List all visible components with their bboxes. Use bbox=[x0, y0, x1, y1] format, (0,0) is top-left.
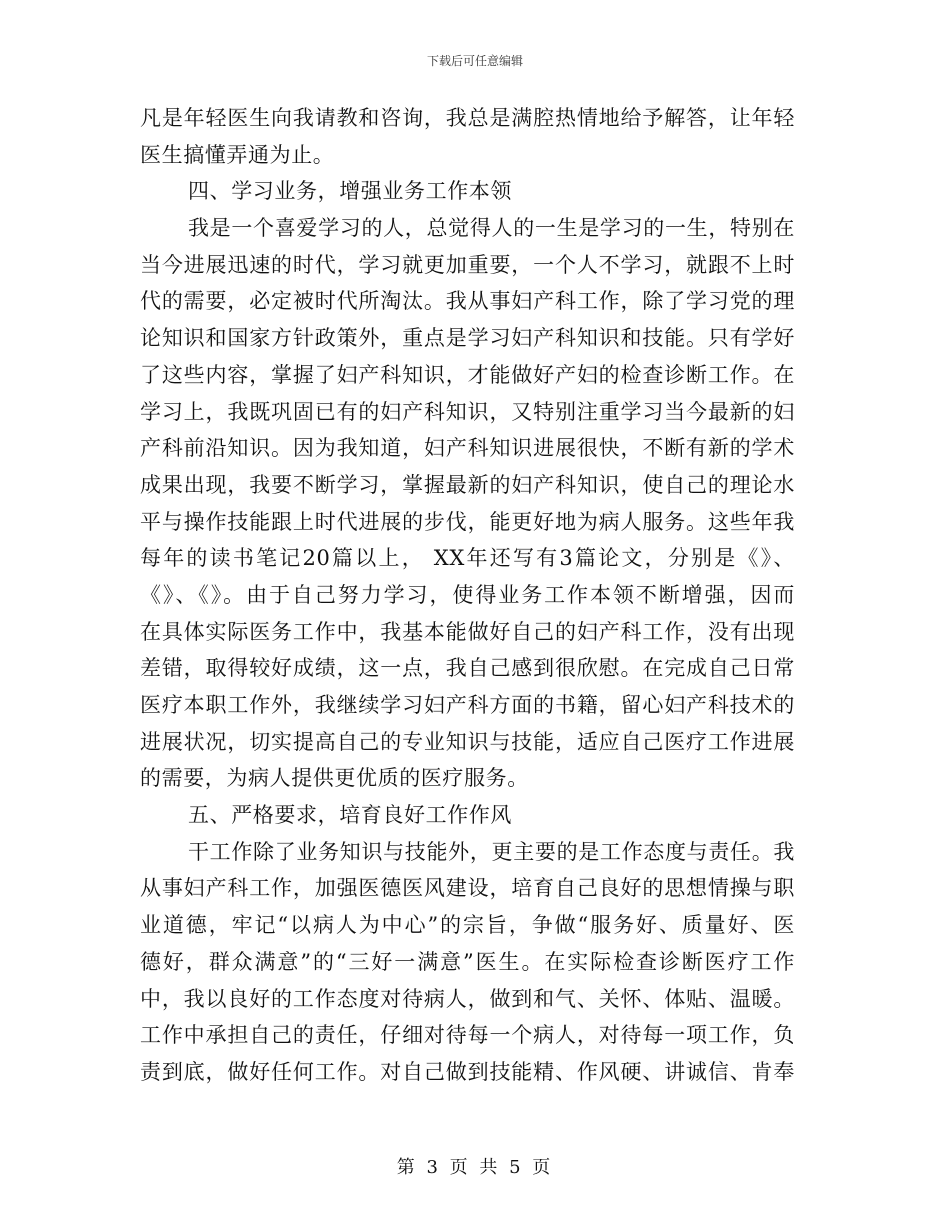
text-line: 凡是年轻医生向我请教和咨询，我总是满腔热情地给予解答，让年轻 bbox=[140, 106, 795, 130]
text-line: 产科前沿知识。因为我知道，妇产科知识进展很快，不断有新的学术 bbox=[140, 436, 795, 461]
text-line: 差错，取得较好成绩，这一点，我自己感到很欣慰。在完成自己日常 bbox=[140, 656, 795, 681]
text-line: 责到底，做好任何工作。对自己做到技能精、作风硬、讲诚信、肯奉 bbox=[140, 1059, 795, 1084]
text-line: 医疗本职工作外，我继续学习妇产科方面的书籍，留心妇产科技术的 bbox=[140, 693, 795, 717]
document-body bbox=[140, 100, 795, 1091]
text-line: 我是一个喜爱学习的人，总觉得人的一生是学习的一生，特别在 bbox=[188, 216, 795, 241]
section-heading: 四、学习业务，增强业务工作本领 bbox=[188, 179, 512, 204]
text-line: 业道德，牢记“以病人为中心”的宗旨，争做“服务好、质量好、医 bbox=[140, 913, 795, 938]
text-line: 德好，群众满意”的“三好一满意”医生。在实际检查诊断医疗工作 bbox=[140, 949, 795, 974]
text-line: 从事妇产科工作，加强医德医风建设，培育自己良好的思想情操与职 bbox=[140, 876, 795, 901]
text-line: 学习上，我既巩固已有的妇产科知识，又特别注重学习当今最新的妇 bbox=[140, 399, 795, 424]
text-line: 当今进展迅速的时代，学习就更加重要，一个人不学习，就跟不上时 bbox=[140, 252, 795, 277]
text-line: 干工作除了业务知识与技能外，更主要的是工作态度与责任。我 bbox=[188, 839, 795, 864]
text-line: 代的需要，必定被时代所淘汰。我从事妇产科工作，除了学习党的理 bbox=[140, 289, 795, 314]
text-line: 工作中承担自己的责任，仔细对待每一个病人，对待每一项工作，负 bbox=[140, 1023, 795, 1048]
text-line: 成果出现，我要不断学习，掌握最新的妇产科知识，使自己的理论水 bbox=[140, 472, 795, 497]
text-line: 进展状况，切实提高自己的专业知识与技能，适应自己医疗工作进展 bbox=[140, 729, 795, 754]
text-line: 中，我以良好的工作态度对待病人，做到和气、关怀、体贴、温暖。 bbox=[140, 986, 795, 1011]
section-heading: 五、严格要求，培育良好工作作风 bbox=[188, 803, 512, 828]
text-line: 《》、《》。由于自己努力学习，使得业务工作本领不断增强，因而 bbox=[140, 582, 795, 607]
page-header: 下载后可任意编辑 bbox=[426, 54, 523, 68]
text-line: 每年的读书笔记20篇以上， XX年还写有3篇论文，分别是《》、 bbox=[140, 546, 795, 571]
page-footer: 第 3 页 共 5 页 bbox=[396, 1157, 554, 1178]
text-line: 医生搞懂弄通为止。 bbox=[140, 142, 335, 167]
text-line: 在具体实际医务工作中，我基本能做好自己的妇产科工作，没有出现 bbox=[140, 619, 795, 644]
text-line: 了这些内容，掌握了妇产科知识，才能做好产妇的检查诊断工作。在 bbox=[140, 362, 795, 387]
text-line: 的需要，为病人提供更优质的医疗服务。 bbox=[140, 766, 529, 791]
text-line: 论知识和国家方针政策外，重点是学习妇产科知识和技能。只有学好 bbox=[140, 326, 795, 351]
text-line: 平与操作技能跟上时代进展的步伐，能更好地为病人服务。这些年我 bbox=[140, 509, 795, 534]
